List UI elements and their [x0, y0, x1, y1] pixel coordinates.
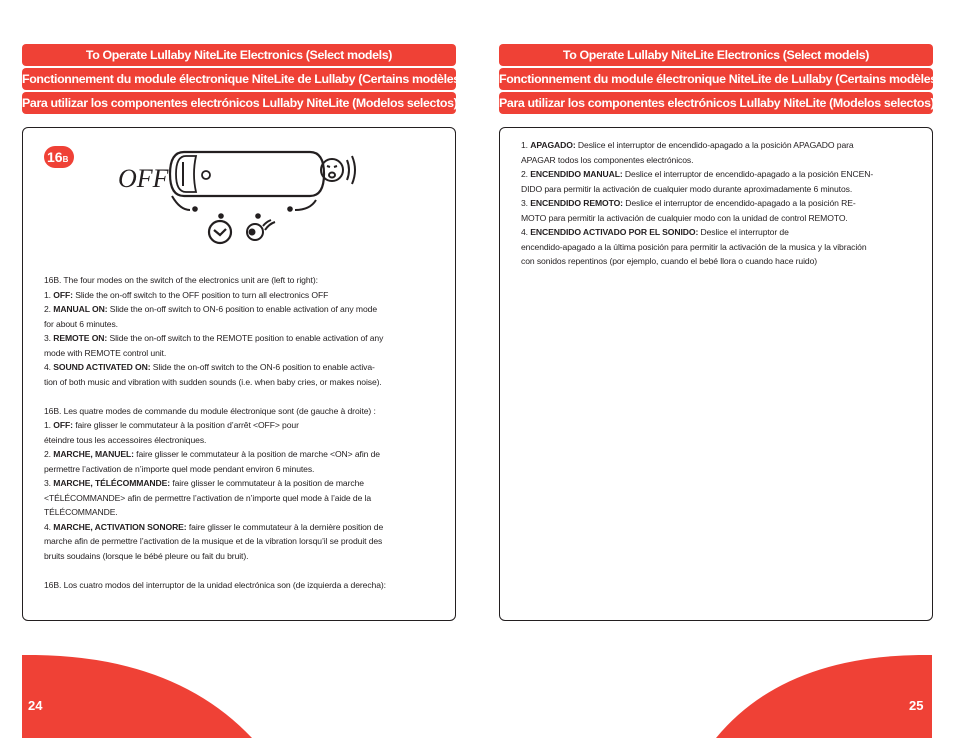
en-item-4-label: SOUND ACTIVATED ON:	[53, 362, 151, 372]
figure-badge-number: 16	[47, 149, 63, 165]
mode-dots	[192, 206, 293, 219]
es-item-1-cont: APAGAR todos los componentes electrónicos.	[521, 154, 694, 165]
header-french-right: Fonctionnement du module électronique NiteLite de Lullaby (Certains modèles)	[499, 68, 933, 90]
fr-item-4-cont: marche afin de permettre l’activation de la musique et de la vibration lorsqu’il se produit des	[44, 536, 383, 546]
fr-item-3-cont: <TÉLÉCOMMANDE> afin de permettre l’activation de n’importe quel mode à l’aide de la	[44, 492, 372, 503]
en-item-3-num: 3.	[44, 333, 54, 343]
es-item-2	[521, 167, 921, 182]
header-spanish-right: Para utilizar los componentes electrónicos Lullaby NiteLite (Modelos selectos)	[499, 92, 933, 114]
en-item-4	[44, 360, 444, 375]
en-item-2-text: Slide the on-off switch to ON-6 position to enable activation of any mode	[107, 304, 377, 314]
es-item-4-cont: encendido-apagado a la última posición para permitir la activación de la musica y la vibración	[521, 241, 867, 252]
header-english-right: To Operate Lullaby NiteLite Electronics (Select models)	[499, 44, 933, 66]
en-item-3-label: REMOTE ON:	[53, 333, 108, 343]
switch-slider-icon	[170, 152, 324, 196]
es-item-4	[521, 225, 921, 240]
fr-item-4-label: MARCHE, ACTIVATION SONORE:	[53, 521, 187, 532]
es-item-2-label: ENCENDIDO MANUAL:	[530, 169, 623, 179]
figure-badge-letter: B	[62, 155, 69, 164]
left-corner-shape	[22, 655, 252, 738]
fr-item-3	[44, 476, 444, 491]
es-item-2-text: Deslice el interruptor de encendido-apagado a la posición ENCEN-	[622, 169, 874, 179]
en-item-2	[44, 302, 444, 317]
fr-intro: 16B. Les quatre modes de commande du module électronique sont (de gauche à droite) :	[44, 405, 376, 416]
fr-item-1-cont: éteindre tous les accessoires électroniques.	[44, 434, 207, 445]
en-item-1-num: 1.	[44, 289, 54, 300]
en-item-3	[44, 331, 444, 346]
es-item-4-label: ENCENDIDO ACTIVADO POR EL SONIDO:	[530, 227, 699, 237]
switch-diagram	[110, 140, 380, 250]
fr-item-3-label: MARCHE, TÉLÉCOMMANDE:	[53, 478, 171, 488]
en-item-3-text: Slide the on-off switch to the REMOTE position to enable activation of any	[107, 333, 384, 343]
fr-item-4-cont2: bruits soudains (lorsque le bébé pleure ou fait du bruit).	[44, 550, 249, 561]
left-body-text	[44, 273, 444, 592]
en-item-4-text: Slide the on-off switch to the ON-6 position to enable activa-	[150, 362, 375, 372]
es-intro: 16B. Los cuatro modos del interruptor de la unidad electrónica son (de izquierda a derecha):	[44, 579, 386, 590]
header-spanish-left: Para utilizar los componentes electrónicos Lullaby NiteLite (Modelos selectos)	[22, 92, 456, 114]
figure-badge	[44, 146, 74, 168]
es-item-1	[521, 138, 921, 153]
es-item-1-label: APAGADO:	[530, 140, 576, 150]
fr-item-3-num: 3.	[44, 478, 54, 488]
fr-item-1-label: OFF:	[53, 420, 73, 430]
en-item-1	[44, 288, 444, 303]
es-item-1-text: Deslice el interruptor de encendido-apagado a la posición APAGADO para	[575, 140, 854, 150]
page-number-right: 25	[909, 698, 924, 713]
fr-item-2-num: 2.	[44, 449, 54, 459]
en-item-4-cont: tion of both music and vibration with sudden sounds (i.e. when baby cries, or makes noise).	[44, 376, 382, 387]
es-item-3-cont: MOTO para permitir la activación de cualquier modo con la unidad de control REMOTO.	[521, 212, 848, 223]
es-item-2-cont: DIDO para permitir la activación de cualquier modo durante aproximadamente 6 minutos.	[521, 183, 853, 194]
es-item-3-num: 3.	[521, 198, 531, 208]
right-body-text	[521, 138, 921, 269]
en-item-1-text: Slide the on-off switch to the OFF position to turn all electronics OFF	[72, 289, 329, 300]
fr-item-1-num: 1.	[44, 420, 54, 430]
en-intro: 16B. The four modes on the switch of the electronics unit are (left to right):	[44, 275, 318, 285]
baby-crying-icon	[321, 156, 355, 184]
es-item-3-label: ENCENDIDO REMOTO:	[530, 198, 623, 208]
fr-item-4-num: 4.	[44, 521, 54, 532]
en-item-1-label: OFF:	[53, 289, 73, 300]
es-item-4-num: 4.	[521, 227, 531, 237]
en-item-3-cont: mode with REMOTE control unit.	[44, 347, 167, 358]
off-label: OFF	[118, 164, 169, 193]
page-number-left: 24	[28, 698, 43, 713]
fr-item-3-cont2: TÉLÉCOMMANDE.	[44, 507, 118, 517]
fr-item-4	[44, 520, 444, 535]
fr-item-4-text: faire glisser le commutateur à la dernière position de	[186, 521, 384, 532]
fr-item-3-text: faire glisser le commutateur à la position de marche	[170, 478, 364, 488]
en-item-2-cont: for about 6 minutes.	[44, 318, 118, 329]
es-item-4-cont2: con sonidos repentinos (por ejemplo, cuando el bebé llora o cuando hace ruido)	[521, 256, 818, 266]
clock-timer-icon	[209, 221, 231, 243]
en-item-2-num: 2.	[44, 304, 54, 314]
right-corner-shape	[716, 655, 932, 738]
es-item-4-text: Deslice el interruptor de	[698, 227, 789, 237]
es-item-2-num: 2.	[521, 169, 531, 179]
es-item-3-text: Deslice el interruptor de encendido-apagado a la posición RE-	[622, 198, 856, 208]
fr-item-2	[44, 447, 444, 462]
en-item-4-num: 4.	[44, 362, 54, 372]
es-item-1-num: 1.	[521, 140, 531, 150]
en-item-2-label: MANUAL ON:	[53, 304, 108, 314]
remote-sound-icon	[247, 220, 275, 240]
fr-item-1-text: faire glisser le commutateur à la position d’arrêt <OFF> pour	[72, 420, 299, 430]
fr-item-1	[44, 418, 444, 433]
es-item-3	[521, 196, 921, 211]
fr-item-2-cont: permettre l’activation de n’importe quel mode pendant environ 6 minutes.	[44, 463, 315, 474]
header-french-left: Fonctionnement du module électronique NiteLite de Lullaby (Certains modèles)	[22, 68, 456, 90]
mode-arc	[172, 196, 190, 210]
fr-item-2-text: faire glisser le commutateur à la position de marche <ON> afin de	[133, 449, 380, 459]
header-english-left: To Operate Lullaby NiteLite Electronics (Select models)	[22, 44, 456, 66]
fr-item-2-label: MARCHE, MANUEL:	[53, 449, 134, 459]
